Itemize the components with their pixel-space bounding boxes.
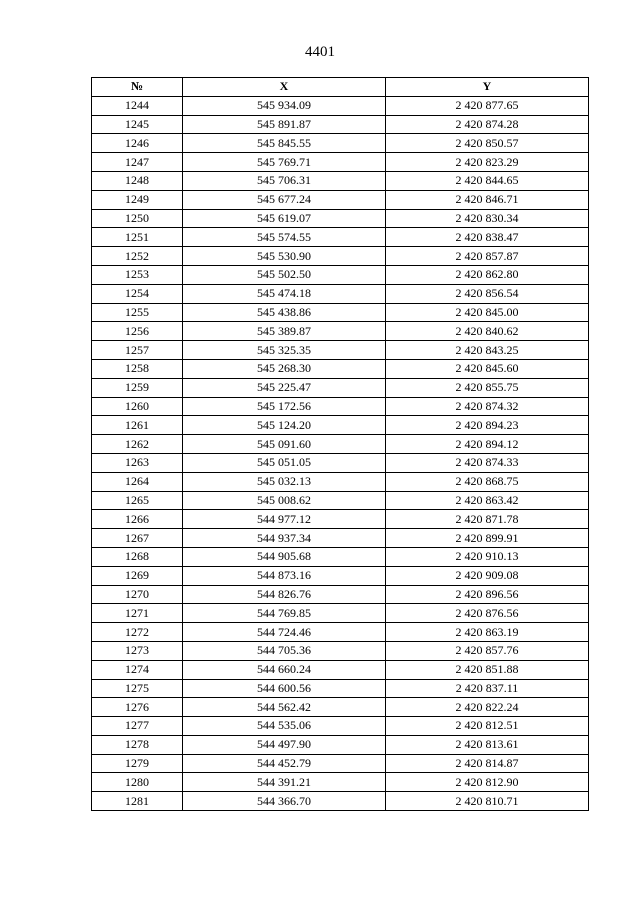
y-coordinate-cell: 2 420 844.65 (386, 171, 589, 190)
point-number-cell: 1281 (92, 792, 183, 811)
x-coordinate-cell: 544 724.46 (183, 623, 386, 642)
table-row (92, 510, 589, 529)
point-number-cell: 1261 (92, 416, 183, 435)
y-coordinate-cell: 2 420 855.75 (386, 378, 589, 397)
point-number-cell: 1280 (92, 773, 183, 792)
point-number-cell: 1264 (92, 472, 183, 491)
y-coordinate-cell: 2 420 830.34 (386, 209, 589, 228)
table-row (92, 754, 589, 773)
x-coordinate-cell: 545 389.87 (183, 322, 386, 341)
y-coordinate-cell: 2 420 863.19 (386, 623, 589, 642)
point-number-cell: 1272 (92, 623, 183, 642)
table-row (92, 228, 589, 247)
x-coordinate-cell: 544 705.36 (183, 641, 386, 660)
point-number-cell: 1269 (92, 566, 183, 585)
point-number-cell: 1276 (92, 698, 183, 717)
point-number-cell: 1245 (92, 115, 183, 134)
coordinates-table (91, 77, 589, 811)
point-number-cell: 1255 (92, 303, 183, 322)
x-coordinate-cell: 545 325.35 (183, 341, 386, 360)
point-number-cell: 1257 (92, 341, 183, 360)
column-header-number: № (92, 78, 183, 97)
table-row (92, 792, 589, 811)
point-number-cell: 1252 (92, 247, 183, 266)
table-row (92, 416, 589, 435)
table-row (92, 604, 589, 623)
x-coordinate-cell: 545 574.55 (183, 228, 386, 247)
y-coordinate-cell: 2 420 899.91 (386, 529, 589, 548)
x-coordinate-cell: 545 891.87 (183, 115, 386, 134)
y-coordinate-cell: 2 420 814.87 (386, 754, 589, 773)
x-coordinate-cell: 544 826.76 (183, 585, 386, 604)
table-row (92, 623, 589, 642)
table-row (92, 247, 589, 266)
x-coordinate-cell: 545 619.07 (183, 209, 386, 228)
table-row (92, 660, 589, 679)
point-number-cell: 1248 (92, 171, 183, 190)
table-header (92, 78, 589, 97)
point-number-cell: 1274 (92, 660, 183, 679)
point-number-cell: 1273 (92, 641, 183, 660)
point-number-cell: 1266 (92, 510, 183, 529)
x-coordinate-cell: 544 497.90 (183, 735, 386, 754)
x-coordinate-cell: 545 051.05 (183, 453, 386, 472)
y-coordinate-cell: 2 420 838.47 (386, 228, 589, 247)
x-coordinate-cell: 545 008.62 (183, 491, 386, 510)
table-row (92, 265, 589, 284)
x-coordinate-cell: 545 091.60 (183, 435, 386, 454)
y-coordinate-cell: 2 420 871.78 (386, 510, 589, 529)
y-coordinate-cell: 2 420 845.00 (386, 303, 589, 322)
x-coordinate-cell: 545 502.50 (183, 265, 386, 284)
x-coordinate-cell: 545 225.47 (183, 378, 386, 397)
y-coordinate-cell: 2 420 857.76 (386, 641, 589, 660)
y-coordinate-cell: 2 420 850.57 (386, 134, 589, 153)
y-coordinate-cell: 2 420 868.75 (386, 472, 589, 491)
point-number-cell: 1275 (92, 679, 183, 698)
table-row (92, 717, 589, 736)
point-number-cell: 1270 (92, 585, 183, 604)
y-coordinate-cell: 2 420 857.87 (386, 247, 589, 266)
x-coordinate-cell: 545 268.30 (183, 359, 386, 378)
table-row (92, 303, 589, 322)
point-number-cell: 1246 (92, 134, 183, 153)
table-row (92, 171, 589, 190)
table-header-row (92, 78, 589, 97)
x-coordinate-cell: 545 032.13 (183, 472, 386, 491)
table-row (92, 115, 589, 134)
y-coordinate-cell: 2 420 894.23 (386, 416, 589, 435)
y-coordinate-cell: 2 420 874.32 (386, 397, 589, 416)
x-coordinate-cell: 544 660.24 (183, 660, 386, 679)
y-coordinate-cell: 2 420 910.13 (386, 547, 589, 566)
point-number-cell: 1251 (92, 228, 183, 247)
table-row (92, 472, 589, 491)
table-row (92, 134, 589, 153)
y-coordinate-cell: 2 420 862.80 (386, 265, 589, 284)
x-coordinate-cell: 544 977.12 (183, 510, 386, 529)
point-number-cell: 1267 (92, 529, 183, 548)
x-coordinate-cell: 544 562.42 (183, 698, 386, 717)
x-coordinate-cell: 544 769.85 (183, 604, 386, 623)
point-number-cell: 1271 (92, 604, 183, 623)
y-coordinate-cell: 2 420 876.56 (386, 604, 589, 623)
point-number-cell: 1260 (92, 397, 183, 416)
point-number-cell: 1254 (92, 284, 183, 303)
x-coordinate-cell: 544 937.34 (183, 529, 386, 548)
table-row (92, 322, 589, 341)
x-coordinate-cell: 544 452.79 (183, 754, 386, 773)
table-row (92, 698, 589, 717)
table-row (92, 209, 589, 228)
x-coordinate-cell: 545 530.90 (183, 247, 386, 266)
y-coordinate-cell: 2 420 822.24 (386, 698, 589, 717)
point-number-cell: 1247 (92, 153, 183, 172)
table-row (92, 773, 589, 792)
y-coordinate-cell: 2 420 846.71 (386, 190, 589, 209)
point-number-cell: 1256 (92, 322, 183, 341)
y-coordinate-cell: 2 420 851.88 (386, 660, 589, 679)
point-number-cell: 1250 (92, 209, 183, 228)
x-coordinate-cell: 544 905.68 (183, 547, 386, 566)
table-row (92, 679, 589, 698)
table-row (92, 585, 589, 604)
y-coordinate-cell: 2 420 877.65 (386, 96, 589, 115)
y-coordinate-cell: 2 420 840.62 (386, 322, 589, 341)
point-number-cell: 1268 (92, 547, 183, 566)
y-coordinate-cell: 2 420 856.54 (386, 284, 589, 303)
table-row (92, 378, 589, 397)
table-row (92, 341, 589, 360)
point-number-cell: 1258 (92, 359, 183, 378)
y-coordinate-cell: 2 420 843.25 (386, 341, 589, 360)
y-coordinate-cell: 2 420 874.28 (386, 115, 589, 134)
point-number-cell: 1259 (92, 378, 183, 397)
table-body (92, 96, 589, 810)
y-coordinate-cell: 2 420 813.61 (386, 735, 589, 754)
table-row (92, 453, 589, 472)
x-coordinate-cell: 545 474.18 (183, 284, 386, 303)
point-number-cell: 1262 (92, 435, 183, 454)
x-coordinate-cell: 545 706.31 (183, 171, 386, 190)
y-coordinate-cell: 2 420 894.12 (386, 435, 589, 454)
point-number-cell: 1265 (92, 491, 183, 510)
y-coordinate-cell: 2 420 810.71 (386, 792, 589, 811)
x-coordinate-cell: 545 934.09 (183, 96, 386, 115)
table-row (92, 735, 589, 754)
table-row (92, 435, 589, 454)
y-coordinate-cell: 2 420 823.29 (386, 153, 589, 172)
table-row (92, 529, 589, 548)
y-coordinate-cell: 2 420 874.33 (386, 453, 589, 472)
x-coordinate-cell: 545 124.20 (183, 416, 386, 435)
x-coordinate-cell: 545 769.71 (183, 153, 386, 172)
x-coordinate-cell: 544 873.16 (183, 566, 386, 585)
table-row (92, 153, 589, 172)
x-coordinate-cell: 545 172.56 (183, 397, 386, 416)
page-number: 4401 (305, 44, 335, 60)
y-coordinate-cell: 2 420 896.56 (386, 585, 589, 604)
x-coordinate-cell: 545 677.24 (183, 190, 386, 209)
table-row (92, 96, 589, 115)
column-header-x: X (183, 78, 386, 97)
table-row (92, 547, 589, 566)
y-coordinate-cell: 2 420 812.90 (386, 773, 589, 792)
y-coordinate-cell: 2 420 863.42 (386, 491, 589, 510)
x-coordinate-cell: 544 366.70 (183, 792, 386, 811)
x-coordinate-cell: 544 600.56 (183, 679, 386, 698)
y-coordinate-cell: 2 420 845.60 (386, 359, 589, 378)
x-coordinate-cell: 545 438.86 (183, 303, 386, 322)
table-row (92, 641, 589, 660)
point-number-cell: 1253 (92, 265, 183, 284)
point-number-cell: 1263 (92, 453, 183, 472)
table-row (92, 359, 589, 378)
table-row (92, 566, 589, 585)
x-coordinate-cell: 544 535.06 (183, 717, 386, 736)
point-number-cell: 1244 (92, 96, 183, 115)
y-coordinate-cell: 2 420 909.08 (386, 566, 589, 585)
x-coordinate-cell: 544 391.21 (183, 773, 386, 792)
point-number-cell: 1278 (92, 735, 183, 754)
table-row (92, 397, 589, 416)
x-coordinate-cell: 545 845.55 (183, 134, 386, 153)
y-coordinate-cell: 2 420 812.51 (386, 717, 589, 736)
point-number-cell: 1277 (92, 717, 183, 736)
column-header-y: Y (386, 78, 589, 97)
table-row (92, 284, 589, 303)
table-row (92, 491, 589, 510)
point-number-cell: 1279 (92, 754, 183, 773)
table-row (92, 190, 589, 209)
point-number-cell: 1249 (92, 190, 183, 209)
y-coordinate-cell: 2 420 837.11 (386, 679, 589, 698)
